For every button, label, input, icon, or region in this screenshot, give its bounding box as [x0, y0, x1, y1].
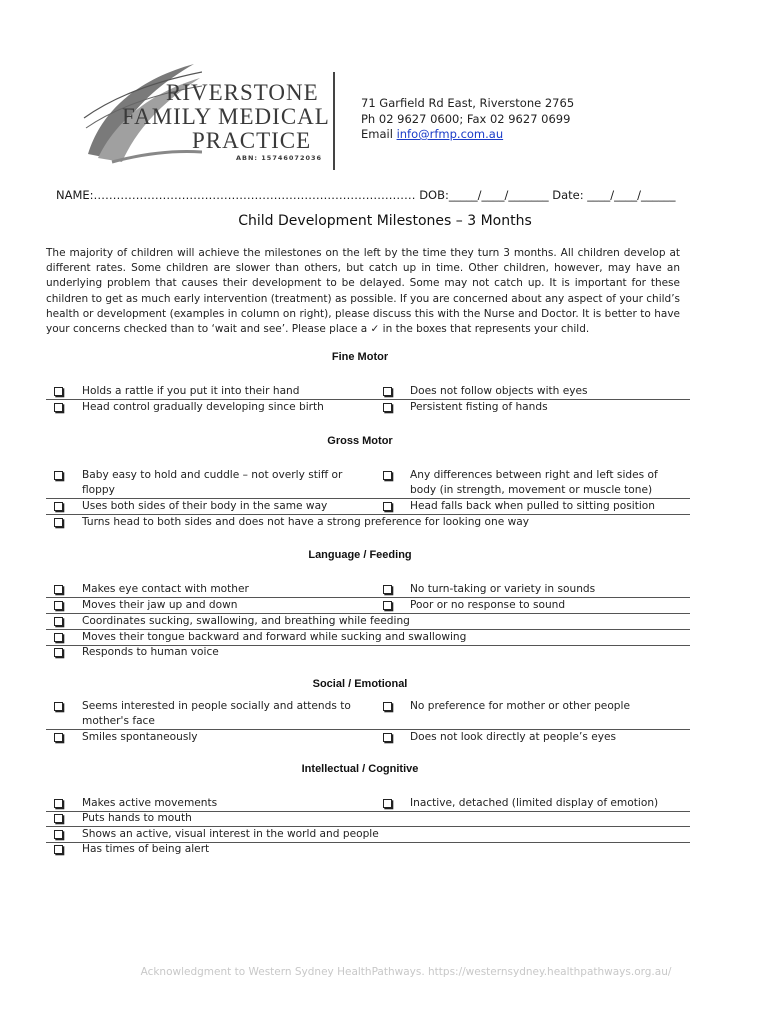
table-row	[46, 811, 690, 827]
concern-text: Head falls back when pulled to sitting position	[410, 500, 656, 512]
milestone-text: Head control gradually developing since birth	[82, 401, 324, 413]
milestone-text: Moves their tongue backward and forward while sucking and swallowing	[82, 631, 467, 643]
checkbox[interactable]	[54, 845, 63, 854]
milestone-text: Uses both sides of their body in the same way	[82, 500, 328, 512]
table-row	[46, 400, 690, 415]
checkbox[interactable]	[383, 502, 392, 511]
intro-text-1: The majority of children will achieve the milestones on the left by the time they turn 3 months. All children develop at different rates. Some children are slower than others, but catch up in time. Other children, however, may have an underlying problem that causes their development to be delayed. Some may not catch up. It is important for these children to get as much early intervention (treatment) as possible. If you are concerned about any aspect of your child’s health or development (examples in column on right), please discuss this with the Nurse and Doctor. It is better to have your concerns checked than to ‘wait and see’. Please place a	[46, 247, 680, 336]
milestone-text: Makes active movements	[82, 797, 218, 809]
table-row	[46, 384, 690, 400]
milestone-text: Makes eye contact with mother	[82, 583, 249, 595]
concern-text: Persistent fisting of hands	[410, 401, 548, 413]
checkbox[interactable]	[54, 585, 63, 594]
checkbox[interactable]	[383, 601, 392, 610]
table-row	[46, 827, 690, 843]
practice-email-line	[361, 127, 574, 143]
milestone-text: Moves their jaw up and down	[82, 599, 238, 611]
table-row	[46, 515, 690, 530]
concern-text: Inactive, detached (limited display of emotion)	[410, 797, 659, 809]
milestone-text: floppy	[82, 484, 115, 496]
practice-phone: Ph 02 9627 0600; Fax 02 9627 0699	[361, 111, 571, 126]
checkbox[interactable]	[54, 814, 63, 823]
section-heading-gross-motor: Gross Motor	[327, 435, 393, 447]
concern-text: Poor or no response to sound	[410, 599, 566, 611]
milestone-text: Responds to human voice	[82, 646, 219, 658]
practice-logo	[82, 58, 330, 168]
milestone-text: Smiles spontaneously	[82, 731, 198, 743]
table-row	[46, 699, 690, 730]
table-row	[46, 598, 690, 614]
milestone-text: Puts hands to mouth	[82, 812, 192, 824]
concern-text: No turn-taking or variety in sounds	[410, 583, 596, 595]
checkbox[interactable]	[54, 617, 63, 626]
section-heading-intellectual: Intellectual / Cognitive	[301, 763, 419, 775]
table-row	[46, 796, 690, 812]
milestone-text: Holds a rattle if you put it into their hand	[82, 385, 300, 397]
table-row	[46, 614, 690, 630]
milestone-text: Shows an active, visual interest in the world and people	[82, 828, 379, 840]
table-row	[46, 499, 690, 515]
table-row	[46, 630, 690, 646]
header-divider	[333, 72, 335, 170]
checkbox[interactable]	[383, 702, 392, 711]
check-mark-icon: ✓	[370, 323, 380, 336]
milestone-text: Has times of being alert	[82, 843, 210, 855]
concern-text: body (in strength, movement or muscle tone)	[410, 484, 653, 496]
checkbox[interactable]	[383, 799, 392, 808]
footer-acknowledgment: Acknowledgment to Western Sydney HealthPathways. https://westernsydney.healthpathways.org.au/	[140, 966, 672, 978]
concern-text: Does not look directly at people’s eyes	[410, 731, 617, 743]
table-row	[46, 468, 690, 499]
checkbox[interactable]	[383, 585, 392, 594]
milestone-text: Baby easy to hold and cuddle – not overly stiff or	[82, 469, 343, 481]
milestone-text: Coordinates sucking, swallowing, and breathing while feeding	[82, 615, 410, 627]
logo-abn: ABN: 15746072036	[236, 154, 323, 162]
patient-details-line[interactable]: NAME:………………………………………………………………………… DOB:_____/____/_______ Date: ____/____/______	[56, 188, 676, 202]
checkbox[interactable]	[54, 471, 63, 480]
table-row	[46, 582, 690, 598]
intro-paragraph	[46, 246, 680, 337]
email-label: Email	[361, 127, 397, 141]
logo-name-line1: RIVERSTONE	[166, 80, 319, 105]
section-heading-language: Language / Feeding	[308, 549, 412, 561]
concern-text: No preference for mother or other people	[410, 700, 630, 712]
milestone-text: mother's face	[82, 715, 155, 727]
checkbox[interactable]	[54, 799, 63, 808]
intro-text-2: in the boxes that represents your child.	[379, 323, 590, 336]
page-title: Child Development Milestones – 3 Months	[238, 213, 532, 229]
section-heading-social: Social / Emotional	[312, 678, 408, 690]
logo-name-line2: FAMILY MEDICAL	[122, 104, 330, 129]
checkbox[interactable]	[383, 471, 392, 480]
checkbox[interactable]	[54, 830, 63, 839]
practice-address: 71 Garfield Rd East, Riverstone 2765	[361, 96, 575, 110]
checkbox[interactable]	[54, 387, 63, 396]
checkbox[interactable]	[54, 702, 63, 711]
concern-text: Any differences between right and left sides of	[410, 469, 658, 481]
checkbox[interactable]	[54, 518, 63, 527]
checkbox[interactable]	[54, 648, 63, 657]
milestone-text: Seems interested in people socially and attends to	[82, 700, 351, 712]
checkbox[interactable]	[54, 633, 63, 642]
logo-name-line3: PRACTICE	[192, 128, 312, 153]
table-row	[46, 730, 690, 745]
table-row	[46, 645, 690, 660]
checkbox[interactable]	[383, 733, 392, 742]
checkbox[interactable]	[383, 403, 392, 412]
table-row	[46, 842, 690, 857]
concern-text: Does not follow objects with eyes	[410, 385, 588, 397]
checkbox[interactable]	[54, 733, 63, 742]
checkbox[interactable]	[54, 502, 63, 511]
milestone-text: Turns head to both sides and does not have a strong preference for looking one way	[82, 516, 530, 528]
practice-contact	[361, 96, 574, 143]
checkbox[interactable]	[54, 601, 63, 610]
email-link[interactable]: info@rfmp.com.au	[396, 127, 504, 141]
checkbox[interactable]	[383, 387, 392, 396]
checkbox[interactable]	[54, 403, 63, 412]
section-heading-fine-motor: Fine Motor	[331, 351, 389, 363]
